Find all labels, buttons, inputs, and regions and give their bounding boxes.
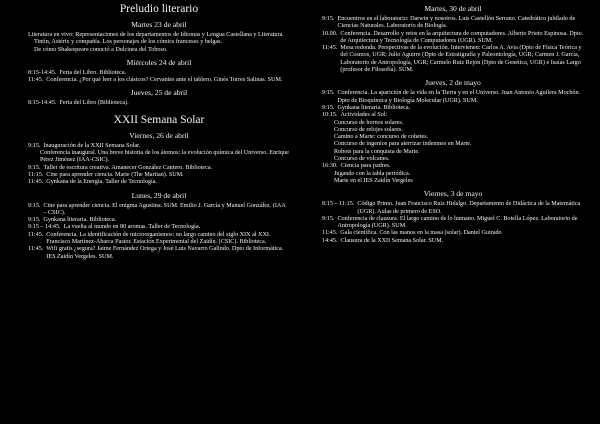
- day-heading: Lunes, 29 de abril: [131, 190, 187, 200]
- entry-text: De cómo Shakespeare conoció a Dulcinea del Toboso.: [34, 46, 168, 53]
- schedule-entry: [28, 172, 290, 179]
- entry-text: Concurso de volcanes.: [334, 156, 390, 163]
- day-heading: Jueves, 2 de mayo: [425, 78, 481, 88]
- entry-time: 9:15 – 14:45.: [28, 224, 61, 231]
- entry-time: 11:45.: [322, 230, 338, 237]
- entry-text: Jugando con la tabla periódica.: [334, 170, 411, 177]
- entry-time: 9:15.: [322, 104, 335, 111]
- schedule-entry: [322, 201, 584, 216]
- section-title-semana-solar: XXII Semana Solar: [113, 113, 205, 126]
- entry-text: Concurso de relojes solares.: [334, 126, 403, 133]
- schedule-entry: [28, 150, 290, 165]
- entry-time: 10:15.: [322, 112, 338, 119]
- entry-text: Conferencia. La identificación de microorganismos: un largo camino del siglo XIX al XXI. Francisco Martínez-Abarca Pastor. Estación Experimental del Zaidín. (CSIC). Biblioteca.: [46, 231, 271, 246]
- entry-text: Feria del Libro (Biblioteca).: [59, 100, 129, 107]
- schedule-entry: [322, 156, 584, 163]
- entry-text: Clausura de la XXII Semana Solar. SUM.: [340, 237, 444, 244]
- entry-time: 9:15.: [28, 202, 41, 209]
- entry-time: 11:45.: [28, 77, 44, 84]
- entry-text: Conferencia. Desarrollo y retos en la arquitectura de computadores. Alberto Prieto Espinosa. Dpto. de Arquitectura y Tecnología de Computadores (UGR). SUM.: [340, 30, 584, 44]
- entry-text: Robots para la conquista de Marte.: [334, 148, 420, 155]
- schedule-entry: [322, 127, 584, 134]
- day-heading: Viernes, 26 de abril: [129, 130, 189, 140]
- schedule-entry: [322, 141, 584, 148]
- schedule-entry: [28, 179, 290, 186]
- right-column: [322, 0, 584, 424]
- entry-time: 8:15-14:45.: [28, 69, 57, 76]
- entry-text: Cine para aprender ciencia. El enigma Agustina. SUM. Emilio J. García y Manuel González. (IAA – CSIC).: [43, 202, 286, 216]
- schedule-entry: [322, 163, 584, 170]
- schedule-entry: [322, 171, 584, 178]
- day-heading: Martes 23 de abril: [131, 20, 187, 29]
- schedule-entry: [322, 16, 584, 31]
- entry-time: 9:15.: [322, 90, 335, 97]
- schedule-entry: [322, 105, 584, 112]
- schedule-entry: [322, 45, 584, 74]
- entry-text: Conferencia inaugural. Una breve historia de los átomos: la evolución química del Universo. Enrique Pérez Jiménez (IAA-CSIC).: [40, 150, 289, 164]
- entry-text: Conferencia de clausura. El largo camino de lo humano. Miguel C. Botella López. Laboratorio de Antropología (UGR). SUM.: [337, 215, 578, 230]
- schedule-entry: [28, 217, 290, 224]
- entry-time: 16:30.: [322, 163, 338, 170]
- entry-text: Literatura en vivo: Representaciones de los departamentos de Idiomas y Lengua Castellana y Literatura.: [28, 32, 284, 38]
- schedule-entry: [28, 203, 290, 218]
- schedule-entry: [322, 230, 584, 237]
- entry-text: Mesa redonda. Perspectivas de la evolución. Intervienen: Carlos A. Avia (Dpto de Física Teórica y del Cosmos, UGR; Julio Aguirre (Dpto de Estratigrafía y Paleontología, UGR; Carmen J. García, Laboratorio de Antropología, UGR; Carmelo Ruiz Rejón (Dpto de Genética, UGR) e Isaías Largo (profesor de Filosofía). SUM.: [340, 45, 582, 74]
- entry-text: Feria del Libro. Biblioteca.: [59, 69, 127, 76]
- schedule-entry: [28, 165, 290, 172]
- entry-text: Código Primo. Juan Francisco Ruiz Hidalgo. Departamento de Didáctica de la Matemática (UGR). Aulas de primero de ESO.: [357, 201, 581, 215]
- schedule-entry: [322, 134, 584, 141]
- entry-text: Concurso de hornos solares.: [334, 119, 404, 126]
- entry-text: Cine para aprender ciencia. Marte (The Martian). SUM.: [46, 171, 184, 178]
- schedule-entry: [322, 216, 584, 231]
- entry-text: La vuelta al mundo en 80 aromas. Taller de Tecnología.: [63, 224, 201, 231]
- day-heading: Miércoles 24 de abril: [126, 57, 192, 67]
- schedule-entry: [28, 77, 290, 84]
- section-title-preludio: Preludio literario: [119, 3, 199, 15]
- day-heading: Martes, 30 de abril: [424, 4, 482, 13]
- entry-time: 11:45.: [28, 246, 44, 253]
- schedule-entry: [322, 90, 584, 105]
- schedule-entry: [322, 238, 584, 245]
- entry-text: Tintín, Astérix y compañía. Los personajes de los cómics franceses y belgas.: [34, 39, 223, 46]
- entry-text: Conferencia. La aparición de la vida en la Tierra y en el Universo. Juan Antonio Aguilera Mochón. Dpto de Bioquímica y Biología Molecular (UGR). SUM.: [337, 90, 581, 104]
- schedule-entry: [322, 31, 584, 46]
- schedule-entry: [28, 143, 290, 150]
- entry-time: 8:15 – 11:15.: [322, 201, 355, 208]
- entry-text: Gynkana literaria. Biblioteca.: [337, 104, 411, 111]
- day-heading: Jueves, 25 de abril: [130, 88, 188, 98]
- entry-time: 9:15.: [28, 217, 41, 224]
- schedule-entry: [28, 39, 290, 46]
- entry-time: 14:45.: [322, 237, 338, 244]
- entry-text: Gynkana de la Energía. Taller de Tecnología.: [46, 179, 157, 186]
- entry-text: Actividades al Sol:: [340, 112, 388, 119]
- entry-time: 11:45.: [322, 45, 338, 52]
- entry-text: Gala científica. Con las manos en la masa (solar). Daniel Guirado: [340, 230, 502, 237]
- schedule-entry: [322, 112, 584, 119]
- entry-text: Concurso de ingenios para aterrizar indemnes en Marte.: [334, 141, 472, 148]
- entry-time: 11:45.: [28, 179, 44, 186]
- entry-text: Camino a Marte: concurso de cohetes.: [334, 134, 429, 141]
- entry-text: Encuentros en el laboratorio: Darwin y nosotros. Luis Castellón Serrano. Catedrático jubilado de Ciencias Naturales. Laboratorio de Biología.: [337, 16, 576, 30]
- entry-text: Marte en el IES Zaidín Vergeles: [334, 177, 413, 184]
- schedule-entry: [322, 120, 584, 127]
- schedule-entry: [28, 100, 290, 107]
- entry-time: 9:15.: [322, 215, 335, 222]
- schedule-entry: [322, 178, 584, 185]
- entry-text: Taller de escritura creativa. Amanecer González Cantero. Biblioteca.: [43, 164, 213, 171]
- schedule-entry: [28, 232, 290, 247]
- schedule-entry: [28, 224, 290, 231]
- entry-time: 11:45.: [28, 231, 44, 238]
- entry-time: 9:15.: [28, 164, 41, 171]
- day-heading: Viernes, 3 de mayo: [423, 189, 483, 199]
- entry-text: Wifi gratis ¿segura? Jaime Fernández Ortega y José Luis Navarro Galindo. Dpto de Informática. IES Zaidín Vergeles. SUM.: [46, 246, 284, 260]
- entry-text: Inauguración de la XXII Semana Solar.: [43, 142, 141, 149]
- schedule-entry: [28, 47, 290, 54]
- entry-time: 10.00.: [322, 30, 338, 37]
- schedule-entry: [28, 246, 290, 261]
- entry-time: 9:15.: [28, 142, 41, 149]
- entry-time: 9:15.: [322, 16, 335, 22]
- entry-text: Conferencia. ¿Por qué leer a los clásicos? Cervantes ante el tablero. Ginés Torres Salinas. SUM.: [46, 77, 283, 84]
- left-column: [28, 0, 290, 424]
- schedule-entry: [322, 149, 584, 156]
- entry-text: Ciencia para padres.: [340, 163, 391, 170]
- entry-text: Gynkana literaria. Biblioteca.: [43, 217, 117, 224]
- entry-time: 11:15.: [28, 171, 44, 178]
- entry-time: 8:15-14:45.: [28, 100, 57, 107]
